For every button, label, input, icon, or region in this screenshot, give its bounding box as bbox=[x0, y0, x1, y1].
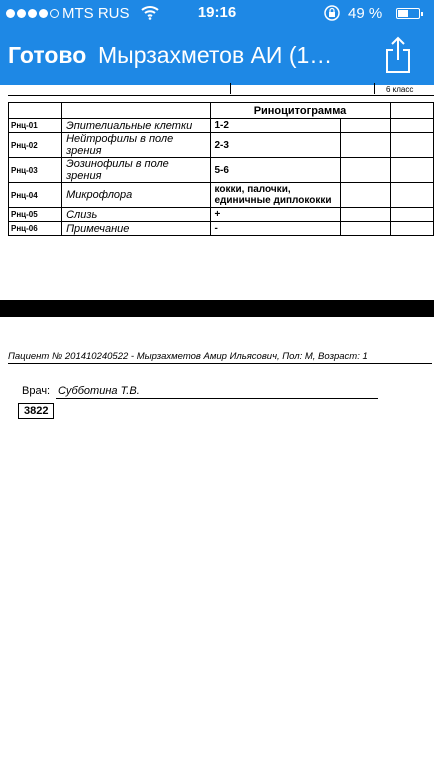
battery-fill bbox=[398, 10, 408, 17]
battery-icon bbox=[396, 8, 420, 19]
table-row bbox=[9, 183, 434, 208]
row-value: 1-2 bbox=[210, 119, 340, 133]
rotation-lock-icon bbox=[324, 4, 340, 22]
page-separator bbox=[0, 300, 434, 317]
doctor-name: Субботина Т.В. bbox=[56, 385, 378, 399]
table-row bbox=[9, 158, 434, 183]
table-row bbox=[9, 222, 434, 236]
share-icon[interactable] bbox=[383, 36, 413, 74]
previous-fragment-text: 6 класс bbox=[386, 85, 414, 94]
row-code: Рнц-02 bbox=[9, 133, 62, 158]
table-row bbox=[9, 208, 434, 222]
row-name: Эпителиальные клетки bbox=[62, 119, 210, 133]
previous-table-fragment bbox=[8, 85, 434, 96]
rhinocytogram-table bbox=[8, 102, 434, 236]
row-value: 5-6 bbox=[210, 158, 340, 183]
navigation-bar bbox=[0, 28, 434, 85]
carrier-name: MTS RUS bbox=[62, 5, 130, 22]
document-number: 3822 bbox=[18, 403, 54, 419]
row-name: Микрофлора bbox=[62, 183, 210, 208]
row-code: Рнц-06 bbox=[9, 222, 62, 236]
status-bar bbox=[0, 0, 434, 28]
row-code: Рнц-05 bbox=[9, 208, 62, 222]
battery-percent: 49 % bbox=[348, 5, 383, 22]
row-value: + bbox=[210, 208, 340, 222]
row-code: Рнц-04 bbox=[9, 183, 62, 208]
table-title: Риноцитограмма bbox=[210, 103, 390, 119]
row-name: Эозинофилы в поле зрения bbox=[62, 158, 210, 183]
row-code: Рнц-01 bbox=[9, 119, 62, 133]
doctor-label: Врач: bbox=[22, 385, 51, 397]
row-value: 2-3 bbox=[210, 133, 340, 158]
row-code: Рнц-03 bbox=[9, 158, 62, 183]
row-name: Нейтрофилы в поле зрения bbox=[62, 133, 210, 158]
row-name: Примечание bbox=[62, 222, 210, 236]
table-row bbox=[9, 133, 434, 158]
row-value-line1: кокки, палочки, bbox=[214, 184, 291, 195]
patient-line: Пациент № 201410240522 - Мырзахметов Амир Ильясович, Пол: М, Возраст: 1 bbox=[8, 351, 432, 364]
status-time: 19:16 bbox=[197, 4, 237, 21]
table-row bbox=[9, 119, 434, 133]
document-view[interactable] bbox=[0, 85, 434, 770]
table-header-row bbox=[9, 103, 434, 119]
done-button[interactable]: Готово bbox=[8, 42, 87, 68]
row-value bbox=[210, 183, 340, 208]
row-value: - bbox=[210, 222, 340, 236]
document-title: Мырзахметов АИ (1… bbox=[98, 42, 333, 68]
row-name: Слизь bbox=[62, 208, 210, 222]
row-value-line2: единичные диплококки bbox=[214, 195, 332, 206]
